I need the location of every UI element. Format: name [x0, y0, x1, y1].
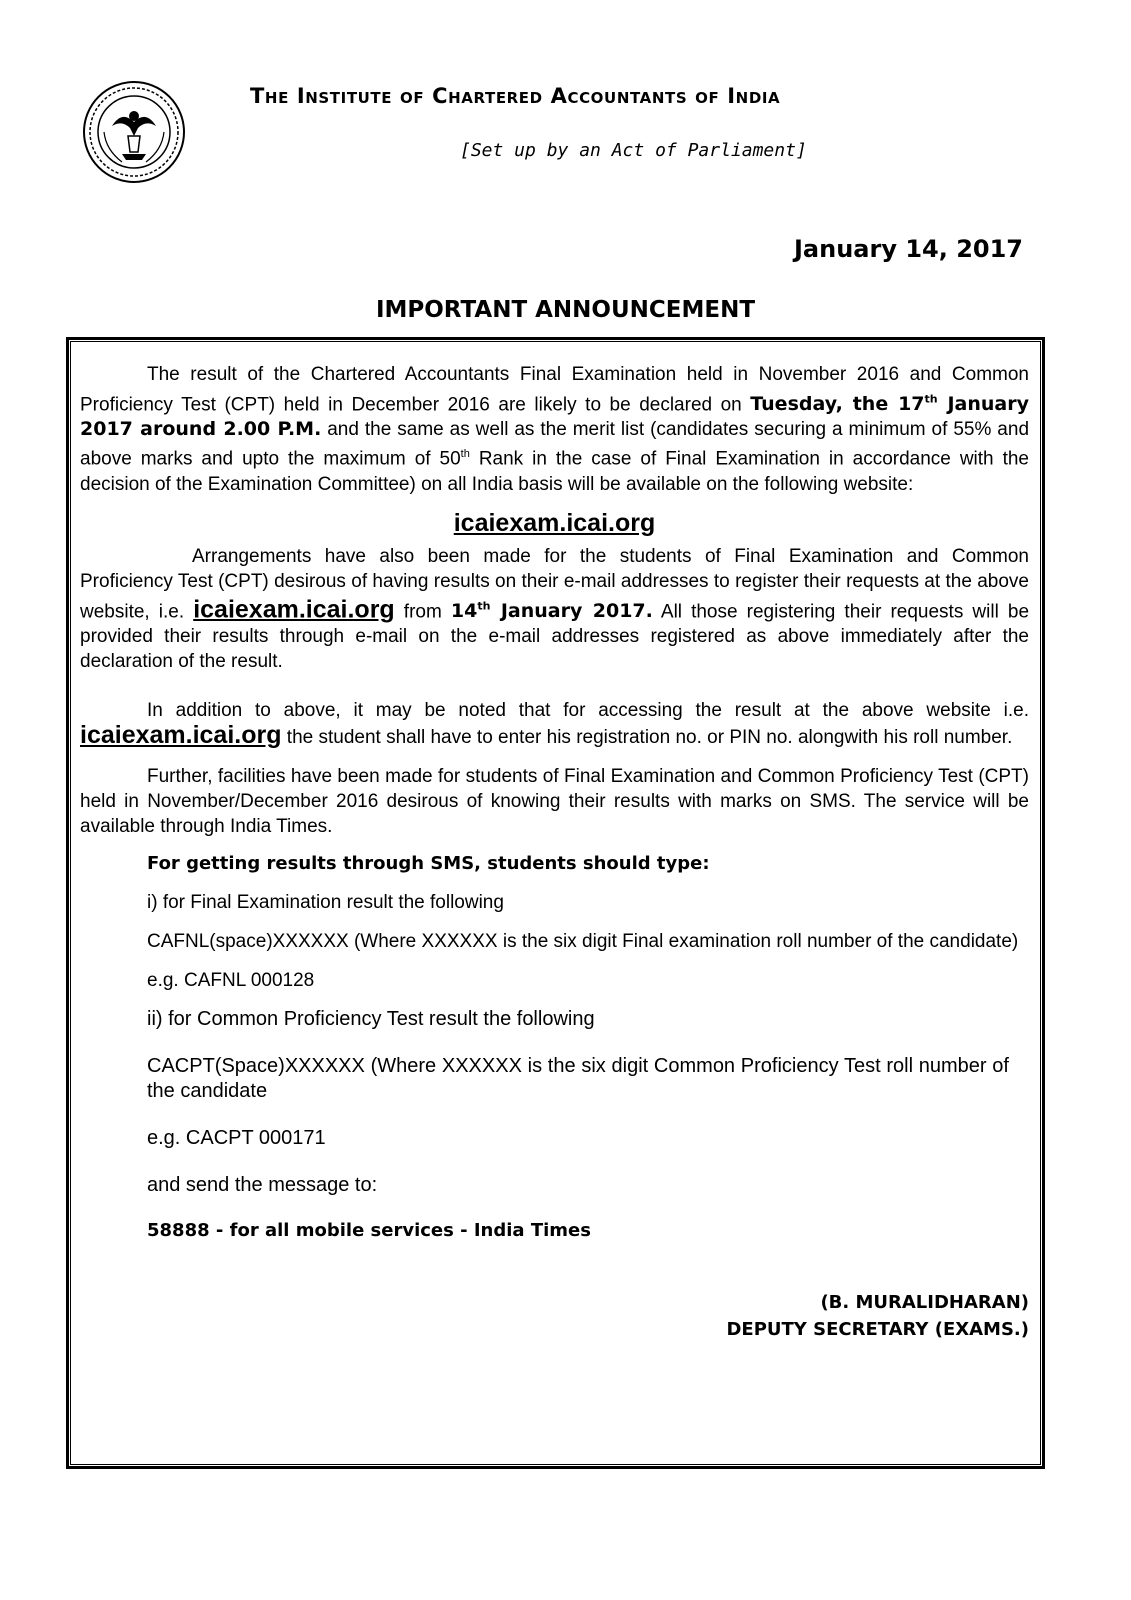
icai-emblem-icon [82, 80, 186, 184]
signatory-name: (B. MURALIDHARAN) [820, 1291, 1029, 1313]
website-link-block [80, 508, 1029, 538]
paragraph-result-declaration: The result of the Chartered Accountants Final Examination held in November 2016 and Common Proficiency Test (CPT) held in December 2016 are likely to be declared on Tuesday, the 17th January 2017 around 2.00 P.M. and the same as well as the merit list (candidates securing a minimum of 55% and above marks and upto the maximum of 50th Rank in the case of Final Examination in accordance with the decision of the Examination Committee) on all India basis will be available on the following website: [80, 364, 1030, 495]
org-subtitle: [Set up by an Act of Parliament] [460, 140, 807, 161]
signature-block [80, 1289, 1029, 1343]
paragraph-sms-facility: Further, facilities have been made for students of Final Examination and Common Proficiency Test (CPT) held in November/December 2016 desirous of knowing their results with marks on SMS. The service will be available through India Times. [80, 765, 1029, 837]
sms-send-to: and send the message to: [147, 1173, 378, 1196]
org-title: The Institute of Chartered Accountants of India [250, 84, 781, 108]
sms-number: 58888 - for all mobile services - India Times [147, 1219, 591, 1241]
sms-cpt-label: ii) for Common Proficiency Test result the following [147, 1007, 595, 1030]
signatory-title: DEPUTY SECRETARY (EXAMS.) [726, 1318, 1029, 1340]
page-title: IMPORTANT ANNOUNCEMENT [375, 297, 756, 323]
website-link[interactable]: icaiexam.icai.org [453, 508, 656, 537]
sms-final-example: e.g. CAFNL 000128 [147, 969, 315, 991]
paragraph-email-registration: Arrangements have also been made for the students of Final Examination and Common Proficiency Test (CPT) desirous of having results on their e-mail addresses to register their requests at the above website, i.e. icaiexam.icai.org from 14th January 2017. All those registering their requests will be provided their results through e-mail on the e-mail addresses registered as above immediately after the declaration of the result. [80, 545, 1030, 672]
sms-cpt-example: e.g. CACPT 000171 [147, 1126, 326, 1149]
sms-final-label: i) for Final Examination result the following [147, 891, 504, 913]
announcement-date: January 14, 2017 [794, 235, 1023, 263]
announcement-body [80, 362, 1029, 1343]
sms-heading: For getting results through SMS, students should type: [147, 852, 710, 874]
sms-instructions [80, 851, 1029, 1243]
paragraph-access-info: In addition to above, it may be noted that for accessing the result at the above website i.e. icaiexam.icai.org the student shall have to enter his registration no. or PIN no. alongwith his roll number. [80, 699, 1029, 749]
sms-cpt-format: CACPT(Space)XXXXXX (Where XXXXXX is the six digit Common Proficiency Test roll number of the candidate [147, 1054, 1009, 1102]
website-link[interactable]: icaiexam.icai.org [193, 594, 395, 623]
sms-final-format: CAFNL(space)XXXXXX (Where XXXXXX is the six digit Final examination roll number of the candidate) [147, 930, 1019, 952]
website-link[interactable]: icaiexam.icai.org [80, 720, 282, 749]
